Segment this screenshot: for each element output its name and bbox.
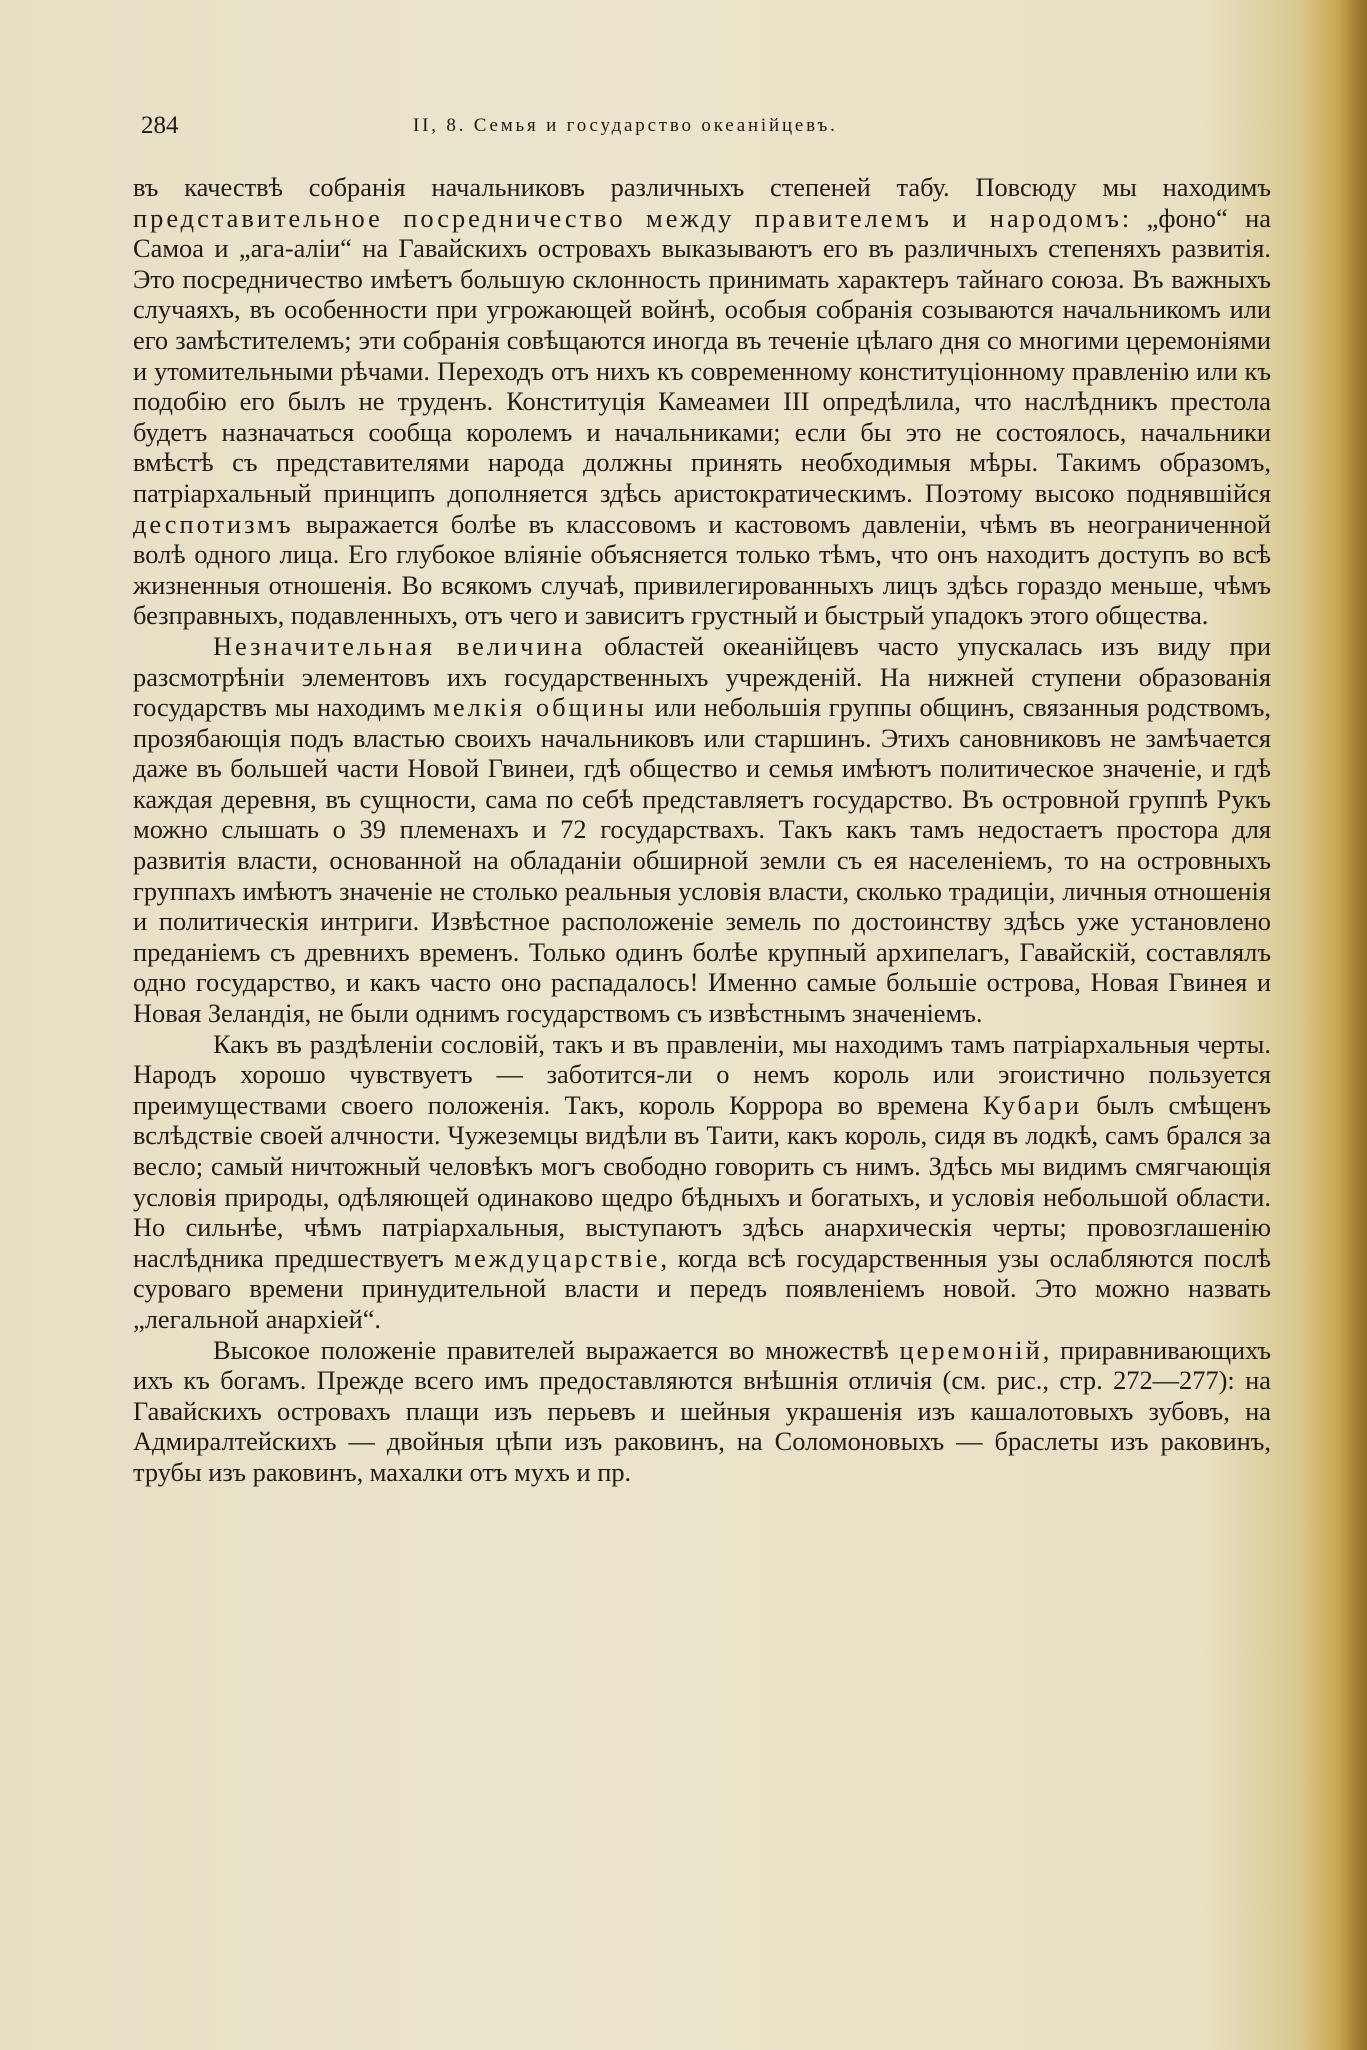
text-run: Какъ въ раздѣленіи сословій, такъ и въ правленіи, мы находимъ тамъ патріархальныя черты. Народъ хорошо чувствуетъ — заботится-ли о немъ король или эгоистично пользуется преимуществами своего положенія. Такъ, король Коррора во времена [133, 1028, 1271, 1120]
text-run: Высокое положеніе правителей выражается во множествѣ [213, 1334, 900, 1365]
body-text [133, 172, 1271, 1488]
running-head [141, 112, 1264, 146]
text-run: былъ смѣщенъ вслѣдствіе своей алчности. Чужеземцы видѣли въ Таити, какъ король, сидя въ лодкѣ, самъ брался за весло; самый ничтожный человѣкъ могъ свободно говорить съ нимъ. Здѣсь мы видимъ смягчающія условія природы, одѣляющей одинаково щедро бѣдныхъ и богатыхъ, и условія небольшой области. Но сильнѣе, чѣмъ патріархальныя, выступаютъ здѣсь анархическія черты; провозглашенію наслѣдника предшествуетъ [133, 1089, 1271, 1273]
emphasis-run: церемоній [899, 1334, 1043, 1365]
emphasis-run: Незначительная величина [213, 630, 586, 661]
emphasis-run: Кубари [983, 1089, 1082, 1120]
emphasis-run: представительное посредничество между правителемъ и народомъ [133, 202, 1122, 233]
paragraph [133, 172, 1271, 631]
emphasis-run: междуцарствіе [454, 1242, 661, 1273]
emphasis-run: деспотизмъ [133, 508, 294, 539]
text-run: въ качествѣ собранія начальниковъ различныхъ степеней табу. Повсюду мы находимъ [133, 172, 1271, 202]
text-run: областей океанійцевъ часто упускалась изъ виду при разсмотрѣніи элементовъ ихъ государственныхъ учрежденій. На нижней ступени образованія государствъ мы находимъ [133, 630, 1271, 723]
page-number: 284 [141, 112, 179, 139]
paragraph [133, 1335, 1271, 1488]
running-title: II, 8. Семья и государство океанійцевъ. [413, 115, 838, 136]
text-run: выражается болѣе въ классовомъ и кастовомъ давленіи, чѣмъ въ неограниченной волѣ одного лица. Его глубокое вліяніе объясняется только тѣмъ, что онъ находитъ доступъ во всѣ жизненныя отношенія. Во всякомъ случаѣ, привилегированныхъ лицъ здѣсь гораздо меньше, чѣмъ безправныхъ, подавленныхъ, отъ чего и зависитъ грустный и быстрый упадокъ этого общества. [133, 508, 1271, 631]
emphasis-run: мелкія общины [433, 692, 647, 723]
text-run: , приравнивающихъ ихъ къ богамъ. Прежде всего имъ предоставляются внѣшнія отличія (см. рис., стр. 272—277): на Гавайскихъ островахъ плащи изъ перьевъ и шейныя украшенія изъ кашалотовыхъ зубовъ, на Адмиралтейскихъ — двойныя цѣпи изъ раковинъ, на Соломоновыхъ — браслеты изъ раковинъ, трубы изъ раковинъ, махалки отъ мухъ и пр. [133, 1334, 1272, 1487]
paragraph [133, 631, 1271, 1029]
page-edge-shadow [1339, 0, 1367, 2050]
paragraph [133, 1029, 1271, 1335]
text-run: , когда всѣ государственныя узы ослабляются послѣ суроваго времени принудительной власти и передъ появленіемъ новой. Это можно назвать „легальной анархіей“. [133, 1242, 1271, 1334]
text-run: или небольшія группы общинъ, связанныя родствомъ, прозябающія подъ властью своихъ начальниковъ или старшинъ. Этихъ сановниковъ не замѣчается даже въ большей части Новой Гвинеи, гдѣ общество и семья имѣютъ политическое значеніе, и гдѣ каждая деревня, въ сущности, сама по себѣ представляетъ государство. Въ островной группѣ Рукъ можно слышать о 39 племенахъ и 72 государствахъ. Такъ какъ тамъ недостаетъ простора для развитія власти, основанной на обладаніи обширной земли съ ея населеніемъ, то на островныхъ группахъ имѣютъ значеніе не столько реальныя условія власти, сколько традиціи, личныя отношенія и политическія интриги. Извѣстное расположеніе земель по достоинству здѣсь уже установлено преданіемъ съ древнихъ временъ. Только одинъ болѣе крупный архипелагъ, Гавайскій, составлялъ одно государство, и какъ часто оно распадалось! Именно самые большіе острова, Новая Гвинея и Новая Зеландія, не были однимъ государствомъ съ извѣстнымъ значеніемъ. [133, 692, 1271, 1029]
text-run: : „фоно“ на Самоа и „ага-аліи“ на Гавайскихъ островахъ выказываютъ его въ различныхъ степеняхъ развитія. Это посредничество имѣетъ большую склонность принимать характеръ тайнаго союза. Въ важныхъ случаяхъ, въ особенности при угрожающей войнѣ, особыя собранія созываются начальникомъ или его замѣстителемъ; эти собранія совѣщаются иногда въ теченіе цѣлаго дня со многими церемоніями и утомительными рѣчами. Переходъ отъ нихъ къ современному конституціонному правленію или къ подобію его былъ не труденъ. Конституція Камеамеи III опредѣлила, что наслѣдникъ престола будетъ назначаться сообща королемъ и начальниками; если бы это не состоялось, начальники вмѣстѣ съ представителями народа должны принять необходимыя мѣры. Такимъ образомъ, патріархальный принципъ дополняется здѣсь аристократическимъ. Поэтому высоко поднявшійся [133, 202, 1271, 508]
